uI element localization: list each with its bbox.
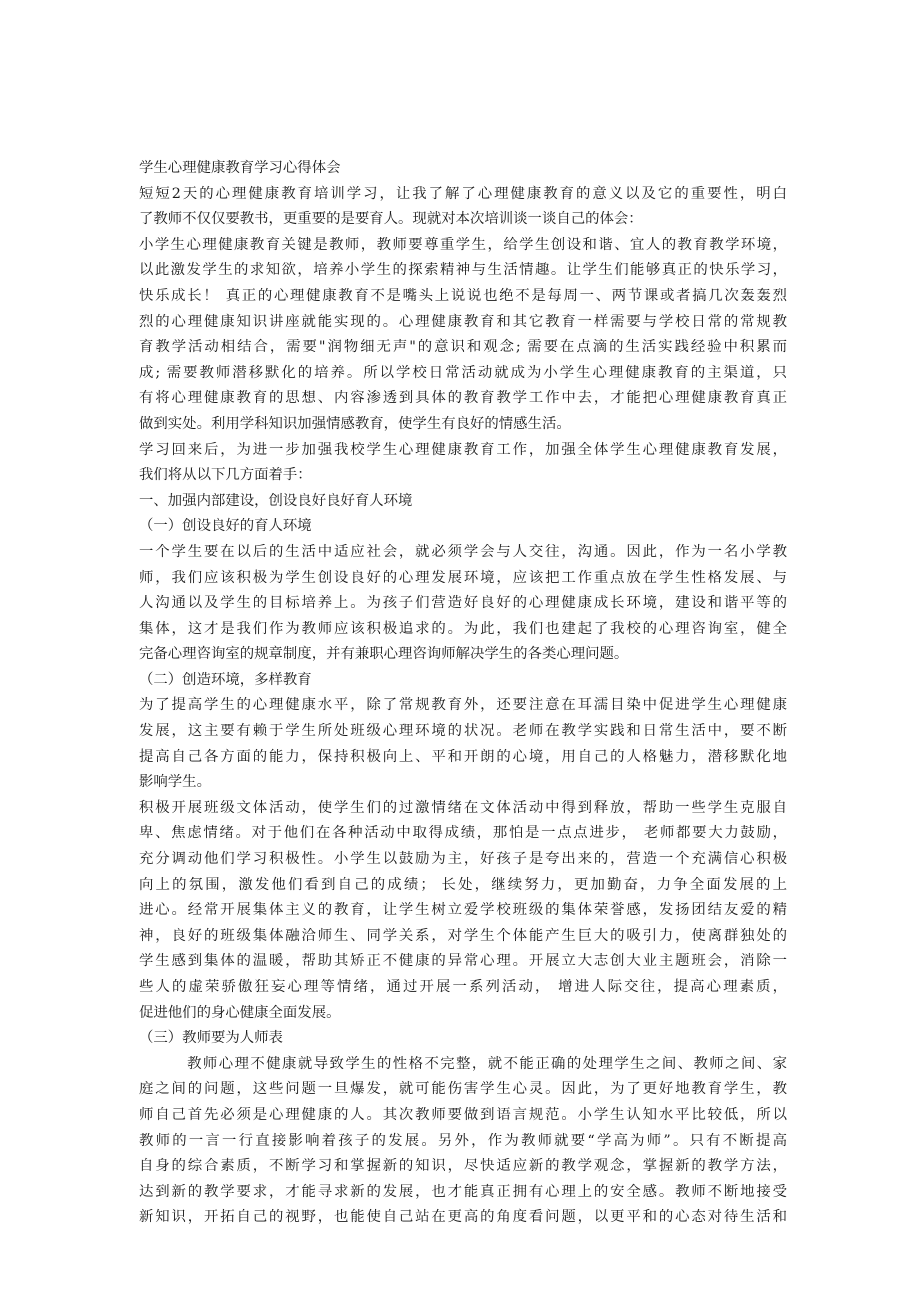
text-line: 成; 需要教师潜移默化的培养。所以学校日常活动就成为小学生心理健康教育的主渠道，只 — [139, 364, 787, 381]
text-line: 教师心理不健康就导致学生的性格不完整，就不能正确的处理学生之间、教师之间、家 — [139, 1055, 787, 1072]
document-body — [139, 182, 787, 1231]
document-page — [139, 156, 787, 1231]
text-line: 影响学生。 — [139, 774, 211, 791]
text-line: 烈的心理健康知识讲座就能实现的。心理健康教育和其它教育一样需要与学校日常的常规教 — [139, 313, 787, 330]
text-line: 集体，这才是我们作为教师应该积极追求的。为此，我们也建起了我校的心理咨询室，健全 — [139, 620, 787, 637]
text-line: 师，我们应该积极为学生创设良好的心理发展环境，应该把工作重点放在学生性格发展、与 — [139, 569, 787, 586]
text-line: 庭之间的问题，这些问题一旦爆发，就可能伤害学生心灵。因此，为了更好地教育学生，教 — [139, 1081, 787, 1098]
text-line: 充分调动他们学习积极性。小学生以鼓励为主，好孩子是夸出来的，营造一个充满信心积极 — [139, 851, 787, 868]
text-line: （二）创造环境，多样教育 — [139, 671, 312, 688]
text-line: 完备心理咨询室的规章制度，并有兼职心理咨询师解决学生的各类心理问题。 — [139, 646, 629, 663]
text-line: 一个学生要在以后的生活中适应社会，就必须学会与人交往，沟通。因此，作为一名小学教 — [139, 543, 787, 560]
text-line: 卑、焦虑情绪。对于他们在各种活动中取得成绩，那怕是一点点进步， 老师都要大力鼓励， — [139, 825, 787, 842]
text-line: （一）创设良好的育人环境 — [139, 518, 312, 535]
text-line: （三）教师要为人师表 — [139, 1030, 283, 1047]
text-line: 向上的氛围，激发他们看到自己的成绩； 长处，继续努力，更加勤奋，力争全面发展的上 — [139, 876, 787, 893]
text-line: 进心。经常开展集体主义的教育，让学生树立爱学校班级的集体荣誉感，发扬团结友爱的精 — [139, 902, 787, 919]
text-line: 短短2天的心理健康教育培训学习，让我了解了心理健康教育的意义以及它的重要性，明白 — [139, 185, 787, 202]
text-line: 育教学活动相结合，需要"润物细无声"的意识和观念; 需要在点滴的生活实践经验中积累而 — [139, 339, 787, 356]
text-line: 发展，这主要有赖于学生所处班级心理环境的状况。老师在教学实践和日常生活中，要不断 — [139, 723, 787, 740]
text-line: 些人的虚荣骄傲狂妄心理等情绪，通过开展一系列活动， 增进人际交往，提高心理素质， — [139, 979, 787, 995]
text-line: 有将心理健康教育的思想、内容渗透到具体的教育教学工作中去，才能把心理健康教育真正 — [139, 390, 787, 407]
text-line: 提高自己各方面的能力，保持积极向上、平和开朗的心境，用自己的人格魅力，潜移默化地 — [139, 748, 787, 765]
text-line: 为了提高学生的心理健康水平，除了常规教育外，还要注意在耳濡目染中促进学生心理健康 — [139, 697, 787, 714]
text-line: 一、加强内部建设，创设良好良好育人环境 — [139, 492, 413, 509]
text-line: 小学生心理健康教育关键是教师，教师要尊重学生，给学生创设和谐、宜人的教育教学环境， — [139, 236, 787, 253]
text-line: 自身的综合素质，不断学习和掌握新的知识，尽快适应新的教学观念，掌握新的教学方法， — [139, 1158, 787, 1175]
text-line: 了教师不仅仅要教书，更重要的是要育人。现就对本次培训谈一谈自己的体会： — [139, 211, 643, 228]
text-line: 教师的一言一行直接影响着孩子的发展。另外，作为教师就要“学高为师”。只有不断提高 — [139, 1132, 787, 1149]
text-line: 神，良好的班级集体融洽师生、同学关系，对学生个体能产生巨大的吸引力，使离群独处的 — [139, 927, 787, 944]
text-line: 我们将从以下几方面着手： — [139, 467, 312, 484]
text-line: 做到实处。利用学科知识加强情感教育，使学生有良好的情感生活。 — [139, 415, 571, 432]
document-title: 学生心理健康教育学习心得体会 — [139, 160, 341, 176]
text-line: 达到新的教学要求，才能寻求新的发展，也才能真正拥有心理上的安全感。教师不断地接受 — [139, 1183, 787, 1200]
text-line: 新知识，开拓自己的视野，也能使自己站在更高的角度看问题，以更平和的心态对待生活和 — [139, 1209, 787, 1226]
text-line: 学生感到集体的温暖，帮助其矫正不健康的异常心理。开展立大志创大业主题班会，消除一 — [139, 953, 787, 970]
text-line: 积极开展班级文体活动，使学生们的过激情绪在文体活动中得到释放，帮助一些学生克服自 — [139, 799, 787, 816]
text-line: 以此激发学生的求知欲，培养小学生的探索精神与生活情趣。让学生们能够真正的快乐学习， — [139, 262, 787, 279]
text-line: 人沟通以及学生的目标培养上。为孩子们营造好良好的心理健康成长环境，建设和谐平等的 — [139, 595, 787, 612]
text-line: 促进他们的身心健康全面发展。 — [139, 1004, 341, 1021]
text-line: 快乐成长！ 真正的心理健康教育不是嘴头上说说也绝不是每周一、两节课或者搞几次轰轰烈 — [139, 287, 787, 304]
text-line: 学习回来后，为进一步加强我校学生心理健康教育工作，加强全体学生心理健康教育发展， — [139, 441, 787, 458]
text-line: 师自己首先必须是心理健康的人。其次教师要做到语言规范。小学生认知水平比较低，所以 — [139, 1106, 787, 1123]
